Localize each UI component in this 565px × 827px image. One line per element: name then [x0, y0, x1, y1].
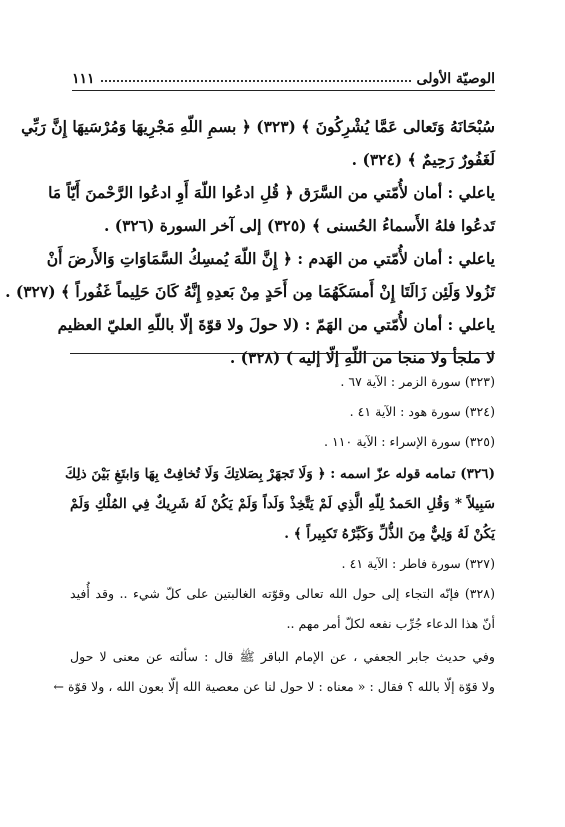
main-line: تَزُولا وَلَئِن زَالَتَا إِنْ أَمسَكَهُمَا مِن أَحَدٍ مِنْ بَعدِهِ إِنَّهُ كَانَ حَلِيماً غَفُوراً ﴾ (٣٢٧) . — [5, 282, 495, 301]
main-line: تَدعُوا فلهُ الأَسماءُ الحُسنى ﴾ (٣٢٥) إلى آخر السورة (٣٢٦) . — [103, 216, 495, 235]
footnote-line: يَكُنْ لَهُ وَلِيٌّ مِنَ الذُّلِّ وَكَبِّرْهُ تَكبِيراً ﴾ . — [284, 526, 495, 542]
main-line: ياعلي : أمان لأُمّتي من السَّرَق ﴿ قُلِ ادعُوا اللّهَ أَوِ ادعُوا الرَّحْمنَ أَيّاً مَا — [48, 183, 495, 202]
footnote-line: (٣٢٣) سورة الزمر : الآية ٦٧ . — [340, 374, 495, 389]
main-line: سُبْحَانَهُ وَتَعالى عَمَّا يُشْرِكُونَ ﴾ (٣٢٣) ﴿ بسمِ اللّهِ مَجْرِيهَا وَمُرْسَيهَا إِنَّ رَبِّي — [21, 117, 495, 136]
footnote-line: ولا قوّة إلّا بالله ؟ فقال : « معناه : لا حول لنا عن معصية الله إلّا بعون الله ، ولا قوّة ← — [53, 679, 495, 694]
main-line: ياعلي : أمان لأُمّتي من الهَدم : ﴿ إِنَّ اللّهَ يُمسِكُ السَّمَاوَاتِ وَالأَرضَ أَنْ — [46, 249, 495, 268]
footnote-line: سَبِيلاً * وَقُلِ الحَمدُ لِلّهِ الَّذِي لَمْ يَتَّخِذْ وَلَداً وَلَمْ يَكُنْ لَهُ شَرِيكٌ فِي المُلْكِ وَلَمْ — [70, 496, 495, 512]
footnote-line: (٣٢٤) سورة هود : الآية ٤١ . — [349, 404, 495, 419]
footnote-line: وفي حديث جابر الجعفي ، عن الإمام الباقر ﷺ قال : سألته عن معنى لا حول — [70, 649, 495, 664]
main-line: ياعلي : أمان لأُمّتي من الهَمّ : (لا حولَ ولا قوّةَ إلّا باللّهِ العليّ العظيم — [57, 315, 495, 334]
footnote-separator — [70, 353, 495, 354]
page-number: ١١١ — [72, 71, 95, 87]
footnote-line: (٣٢٥) سورة الإسراء : الآية ١١٠ . — [324, 434, 495, 449]
footnote-line: أنّ هذا الدعاء جُرِّب نفعه لكلّ أمر مهم .. — [286, 616, 495, 631]
footnote-line: (٣٢٦) تمامه قوله عزّ اسمه : ﴿ وَلَا تَجهَرْ بِصَلاتِكَ وَلَا تُخافِتْ بِهَا وَابتَغِ بَيْنَ ذلِكَ — [65, 466, 495, 482]
main-line: لَغَفُورٌ رَحِيمٌ ﴾ (٣٢٤) . — [351, 150, 495, 169]
running-title: الوصيّة الأولى — [416, 71, 495, 87]
main-line: لا ملجأ ولا منجا من اللّهِ إلّا إليه ) (٣٢٨) . — [229, 348, 495, 367]
footnote-line: (٣٢٧) سورة فاطر : الآية ٤١ . — [341, 556, 495, 571]
header-dot-leader — [101, 80, 411, 82]
page-header — [72, 64, 495, 91]
footnote-line: (٣٢٨) فإنّه التجاء إلى حول الله تعالى وقوّته الغالبتين على كلّ شيء .. وقد أُفيد — [70, 586, 495, 601]
